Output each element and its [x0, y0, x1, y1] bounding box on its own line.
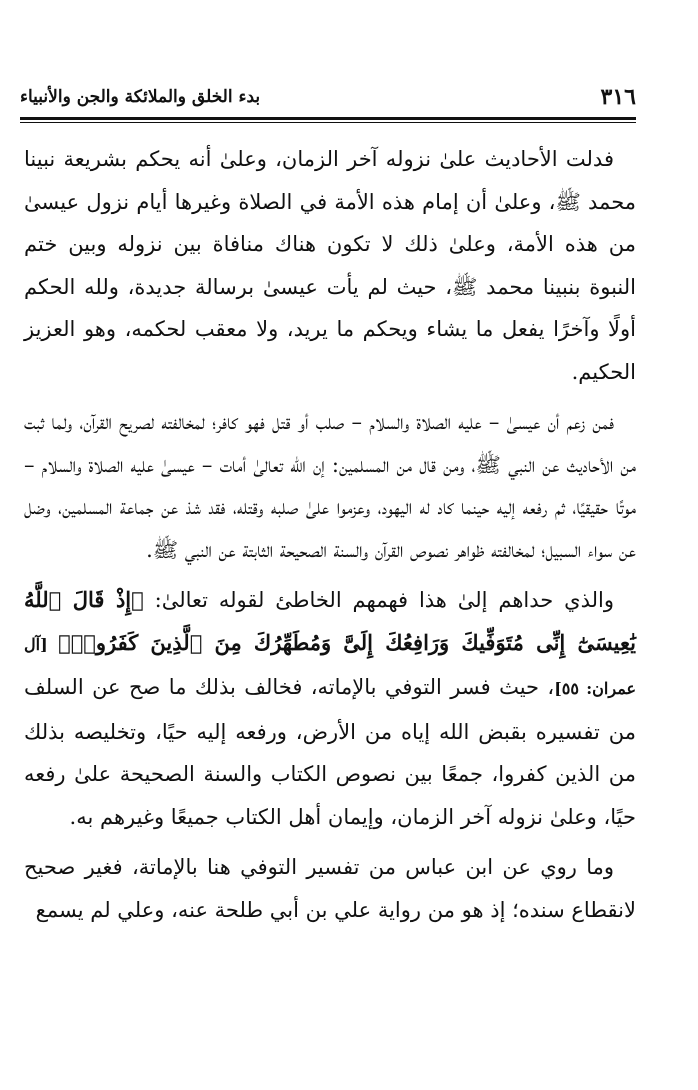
running-title: بدء الخلق والملائكة والجن والأنبياء [20, 87, 261, 107]
header-rule-thin [20, 122, 636, 123]
paragraph-2: فمن زعم أن عيسىٰ – عليه الصلاة والسلام – صلب أو قتل فهو كافر؛ لمخالفته لصريح القرآن، ولما ثبت من الأحاديث عن النبي ﷺ، ومن قال من المسلمين: إن الله تعالىٰ أمات – عيسىٰ عليه الصلاة والسلام – موتًا حقيقيًا، ثم رفعه إليه حينما كاد له اليهود، وعزموا علىٰ صلبه وقتله، فقد شذ عن جماعة المسلمين، وضل عن سواء السبيل؛ لمخالفته ظواهر نصوص القرآن والسنة الصحيحة الثابتة عن النبي ﷺ. [24, 410, 636, 562]
paragraph-3-intro: والذي حداهم إلىٰ هذا فهمهم الخاطئ لقوله تعالىٰ: [143, 588, 614, 612]
quran-verse: ﴿إِذْ قَالَ ٱللَّهُ يَٰعِيسَىٰٓ إِنِّى مُتَوَفِّيكَ وَرَافِعُكَ إِلَىَّ وَمُطَهِّرُكَ مِنَ ٱلَّذِينَ كَفَرُوا۟﴾ [24, 587, 636, 655]
header-rule-thick [20, 117, 636, 120]
verse-reference: [آل عمران: ٥٥] [24, 634, 637, 698]
paragraph-3 [24, 579, 636, 838]
page-number: ٣١٦ [600, 84, 636, 110]
page-header [20, 82, 636, 112]
body-text [24, 138, 636, 939]
paragraph-1: فدلت الأحاديث علىٰ نزوله آخر الزمان، وعلىٰ أنه يحكم بشريعة نبينا محمد ﷺ، وعلىٰ أن إمام هذه الأمة في الصلاة وغيرها أيام نزول عيسىٰ من هذه الأمة، وعلىٰ ذلك لا تكون هناك منافاة بين نزوله وبين ختم النبوة بنبينا محمد ﷺ، حيث لم يأت عيسىٰ برسالة جديدة، ولله الحكم أولًا وآخرًا يفعل ما يشاء ويحكم ما يريد، ولا معقب لحكمه، وهو العزيز الحكيم. [24, 147, 636, 384]
paragraph-3-rest: ، حيث فسر التوفي بالإماته، فخالف بذلك ما صح عن السلف من تفسيره بقبض الله إياه من الأرض، ورفعه إليه حيًا، وتخليصه بذلك من الذين كفروا، جمعًا بين نصوص الكتاب والسنة الصحيحة علىٰ رفعه حيًا، وعلىٰ نزوله آخر الزمان، وإيمان أهل الكتاب جميعًا وغيرهم به. [24, 675, 636, 829]
paragraph-4: وما روي عن ابن عباس من تفسير التوفي هنا بالإماتة، فغير صحيح لانقطاع سنده؛ إذ هو من رواية علي بن أبي طلحة عنه، وعلي لم يسمع [24, 855, 636, 922]
